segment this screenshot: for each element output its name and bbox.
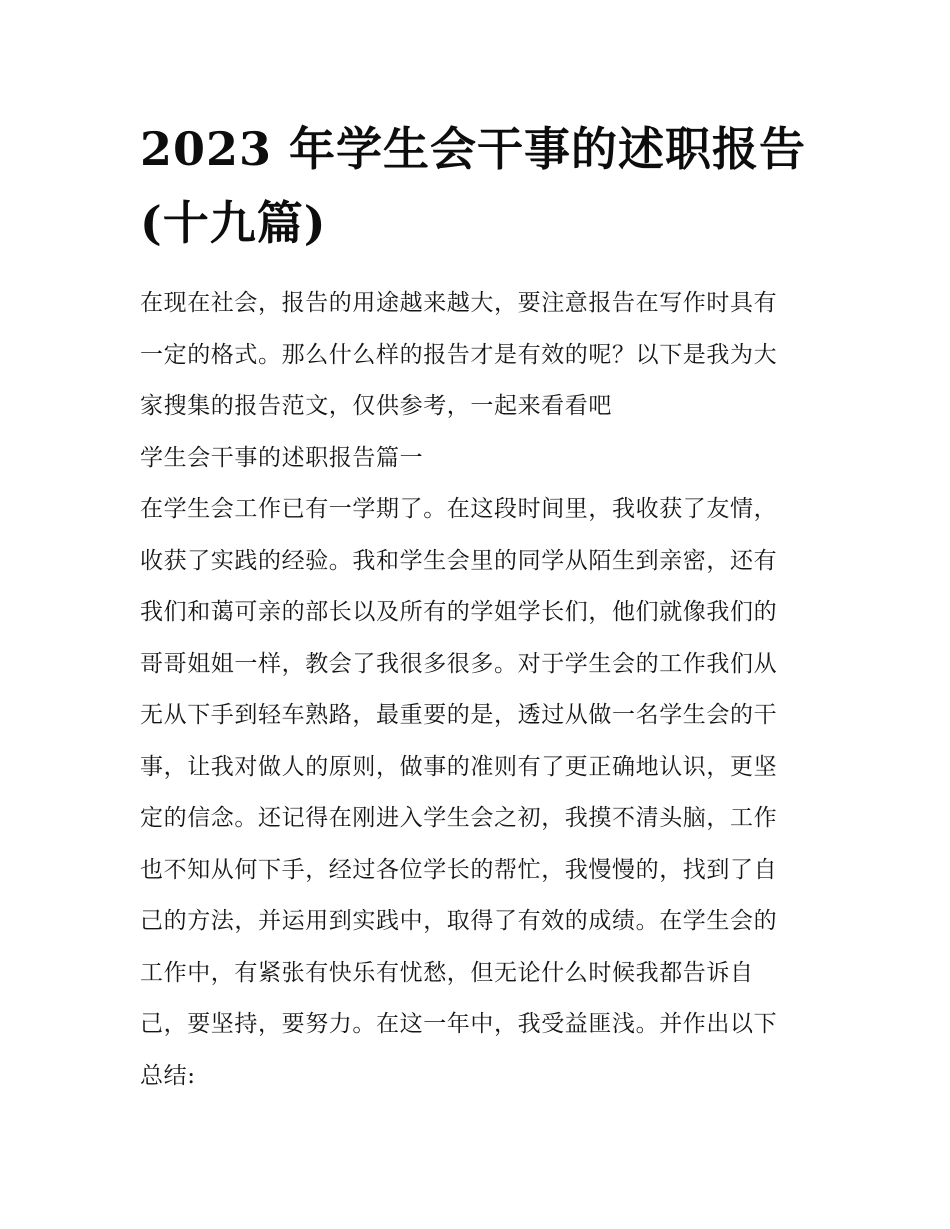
body-line-8: 也不知从何下手，经过各位学长的帮忙，我慢慢的，找到了自 — [140, 856, 778, 883]
body-line-10: 工作中，有紧张有快乐有忧愁，但无论什么时候我都告诉自 — [140, 959, 754, 986]
title-line-2: (十九篇) — [140, 196, 327, 250]
body-line-6: 事，让我对做人的原则，做事的准则有了更正确地认识，更坚 — [140, 753, 778, 780]
document-body — [140, 278, 820, 1102]
document-title — [140, 112, 820, 260]
body-line-12: 总结: — [140, 1062, 196, 1089]
body-line-9: 己的方法，并运用到实践中，取得了有效的成绩。在学生会的 — [140, 908, 778, 934]
body-line-5: 无从下手到轻车熟路，最重要的是，透过从做一名学生会的干 — [140, 702, 778, 728]
body-line-3: 我们和蔼可亲的部长以及所有的学姐学长们，他们就像我们的 — [140, 599, 778, 625]
body-line-1: 在学生会工作已有一学期了。在这段时间里，我收获了友情， — [140, 496, 778, 522]
body-line-11: 己，要坚持，要努力。在这一年中，我受益匪浅。并作出以下 — [140, 1011, 778, 1037]
intro-line-1: 在现在社会，报告的用途越来越大，要注意报告在写作时具有 — [140, 290, 778, 316]
title-line-1: 2023 年学生会干事的述职报告 — [140, 122, 807, 176]
section-heading: 学生会干事的述职报告篇一 — [140, 444, 424, 471]
body-line-2: 收获了实践的经验。我和学生会里的同学从陌生到亲密，还有 — [140, 547, 778, 574]
body-line-4: 哥哥姐姐一样，教会了我很多很多。对于学生会的工作我们从 — [140, 650, 778, 677]
body-line-7: 定的信念。还记得在刚进入学生会之初，我摸不清头脑，工作 — [140, 805, 778, 831]
intro-line-3: 家搜集的报告范文，仅供参考，一起来看看吧 — [140, 393, 612, 419]
intro-line-2: 一定的格式。那么什么样的报告才是有效的呢？以下是我为大 — [140, 341, 778, 368]
